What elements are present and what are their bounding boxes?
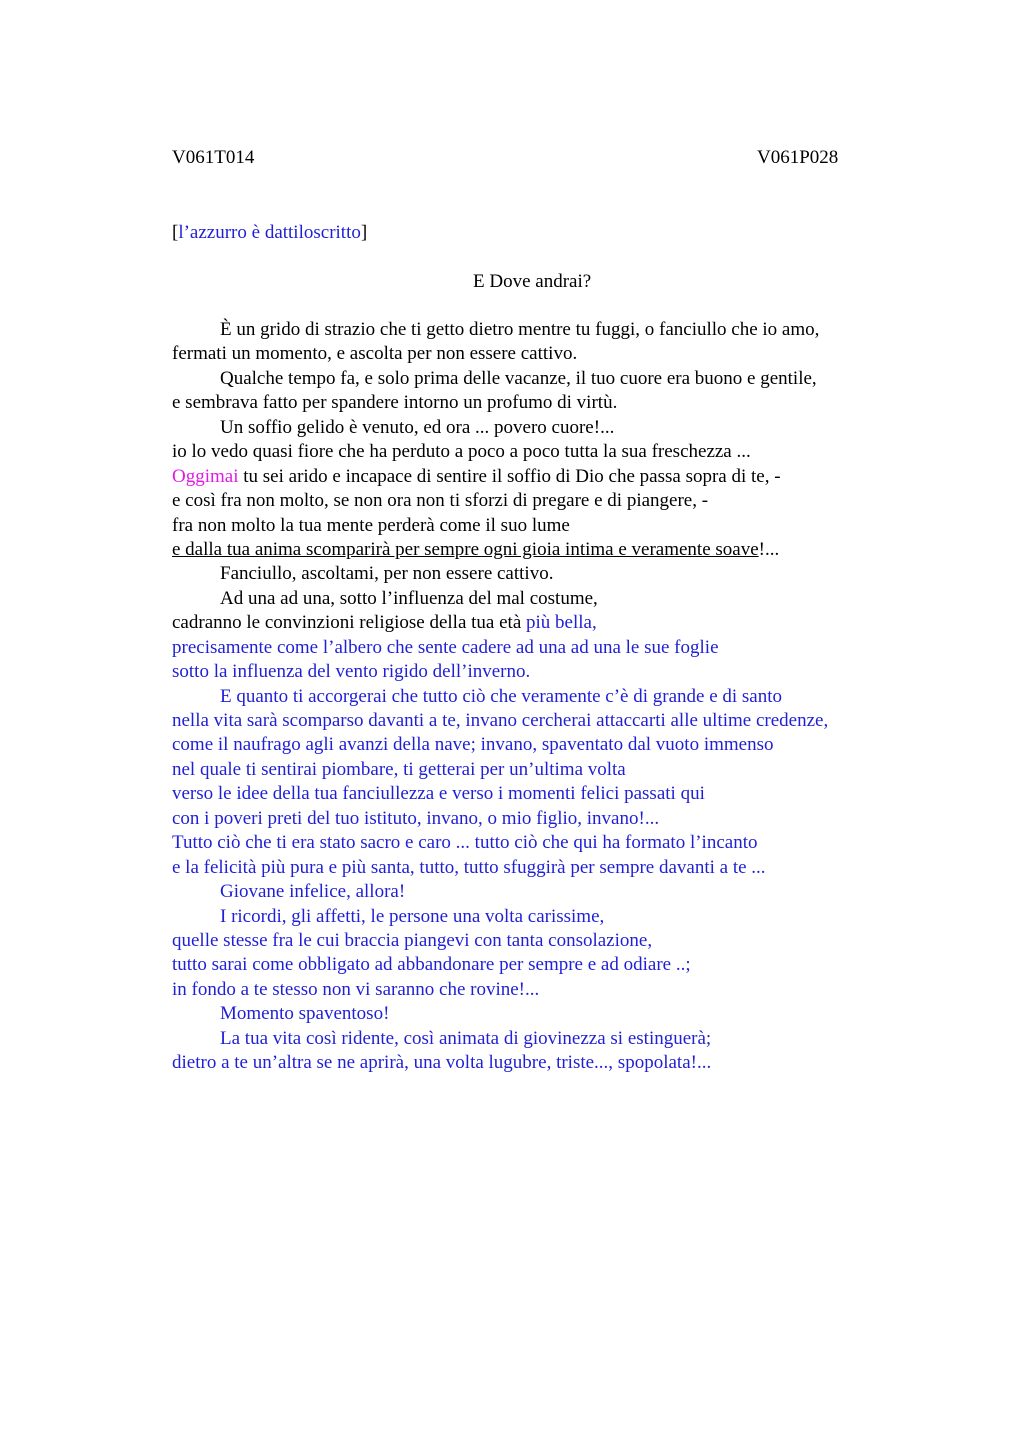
text-line: io lo vedo quasi fiore che ha perduto a poco a poco tutta la sua freschezza ... xyxy=(172,441,751,463)
text-line: e così fra non molto, se non ora non ti sforzi di pregare e di piangere, - xyxy=(172,490,709,512)
typed-line: come il naufrago agli avanzi della nave; invano, spaventato dal vuoto immenso xyxy=(172,734,774,756)
typed-line: dietro a te un’altra se ne aprirà, una volta lugubre, triste..., spopolata!... xyxy=(172,1052,712,1074)
text-line: Ad una ad una, sotto l’influenza del mal costume, xyxy=(220,587,598,609)
typed-line: in fondo a te stesso non vi saranno che rovine!... xyxy=(172,978,540,1000)
editorial-note xyxy=(172,221,367,245)
typed-line: precisamente come l’albero che sente cadere ad una ad una le sue foglie xyxy=(172,636,719,658)
text-line xyxy=(172,465,912,489)
text-line: Un soffio gelido è venuto, ed ora ... povero cuore!... xyxy=(220,416,615,438)
text-line: fermati un momento, e ascolta per non essere cattivo. xyxy=(172,343,578,365)
typed-line: nella vita sarà scomparso davanti a te, invano cercherai attaccarti alle ultime credenze, xyxy=(172,710,829,731)
text-line: È un grido di strazio che ti getto dietro mentre tu fuggi, o fanciullo che io amo, xyxy=(220,319,820,340)
document-code-left: V061T014 xyxy=(172,147,255,168)
note-text: l’azzurro è dattiloscritto xyxy=(178,222,361,243)
text-line: Qualche tempo fa, e solo prima delle vacanze, il tuo cuore era buono e gentile, xyxy=(220,367,817,389)
typed-line: verso le idee della tua fanciullezza e verso i momenti felici passati qui xyxy=(172,783,705,805)
typed-line: e la felicità più pura e più santa, tutto, tutto sfuggirà per sempre davanti a te ... xyxy=(172,856,766,878)
typed-segment: più bella, xyxy=(526,612,597,634)
typed-line: I ricordi, gli affetti, le persone una volta carissime, xyxy=(220,905,605,927)
note-open-bracket: [ xyxy=(172,222,179,243)
typed-line: tutto sarai come obbligato ad abbandonare per sempre e ad odiare ..; xyxy=(172,954,691,976)
underlined-text: e dalla tua anima scomparirà per sempre ogni gioia intima e veramente soave xyxy=(172,538,759,560)
page-code-right: V061P028 xyxy=(757,147,839,168)
typed-line: quelle stesse fra le cui braccia piangevi con tanta consolazione, xyxy=(172,929,653,951)
text-line xyxy=(172,611,912,635)
note-close-bracket: ] xyxy=(360,222,368,243)
document-title: E Dove andrai? xyxy=(473,271,592,292)
text-segment: !... xyxy=(758,538,780,560)
typed-line: Momento spaventoso! xyxy=(220,1003,390,1025)
highlighted-word: Oggimai xyxy=(172,465,239,487)
typed-line: E quanto ti accorgerai che tutto ciò che veramente c’è di grande e di santo xyxy=(220,685,783,707)
typed-line: Giovane infelice, allora! xyxy=(220,881,406,903)
text-line xyxy=(172,538,912,562)
text-line: e sembrava fatto per spandere intorno un profumo di virtù. xyxy=(172,392,618,414)
text-segment: cadranno le convinzioni religiose della tua età xyxy=(172,612,526,634)
typed-line: con i poveri preti del tuo istituto, invano, o mio figlio, invano!... xyxy=(172,807,660,829)
body-text xyxy=(172,318,912,1076)
typed-line: La tua vita così ridente, così animata di giovinezza si estinguerà; xyxy=(220,1027,712,1049)
text-line: Fanciullo, ascoltami, per non essere cattivo. xyxy=(220,563,554,585)
typed-line: nel quale ti sentirai piombare, ti getterai per un’ultima volta xyxy=(172,758,626,780)
typed-line: Tutto ciò che ti era stato sacro e caro ... tutto ciò che qui ha formato l’incanto xyxy=(172,832,758,854)
typed-line: sotto la influenza del vento rigido dell’inverno. xyxy=(172,661,531,683)
text-line: fra non molto la tua mente perderà come il suo lume xyxy=(172,514,570,536)
text-segment: tu sei arido e incapace di sentire il soffio di Dio che passa sopra di te, - xyxy=(238,465,781,487)
